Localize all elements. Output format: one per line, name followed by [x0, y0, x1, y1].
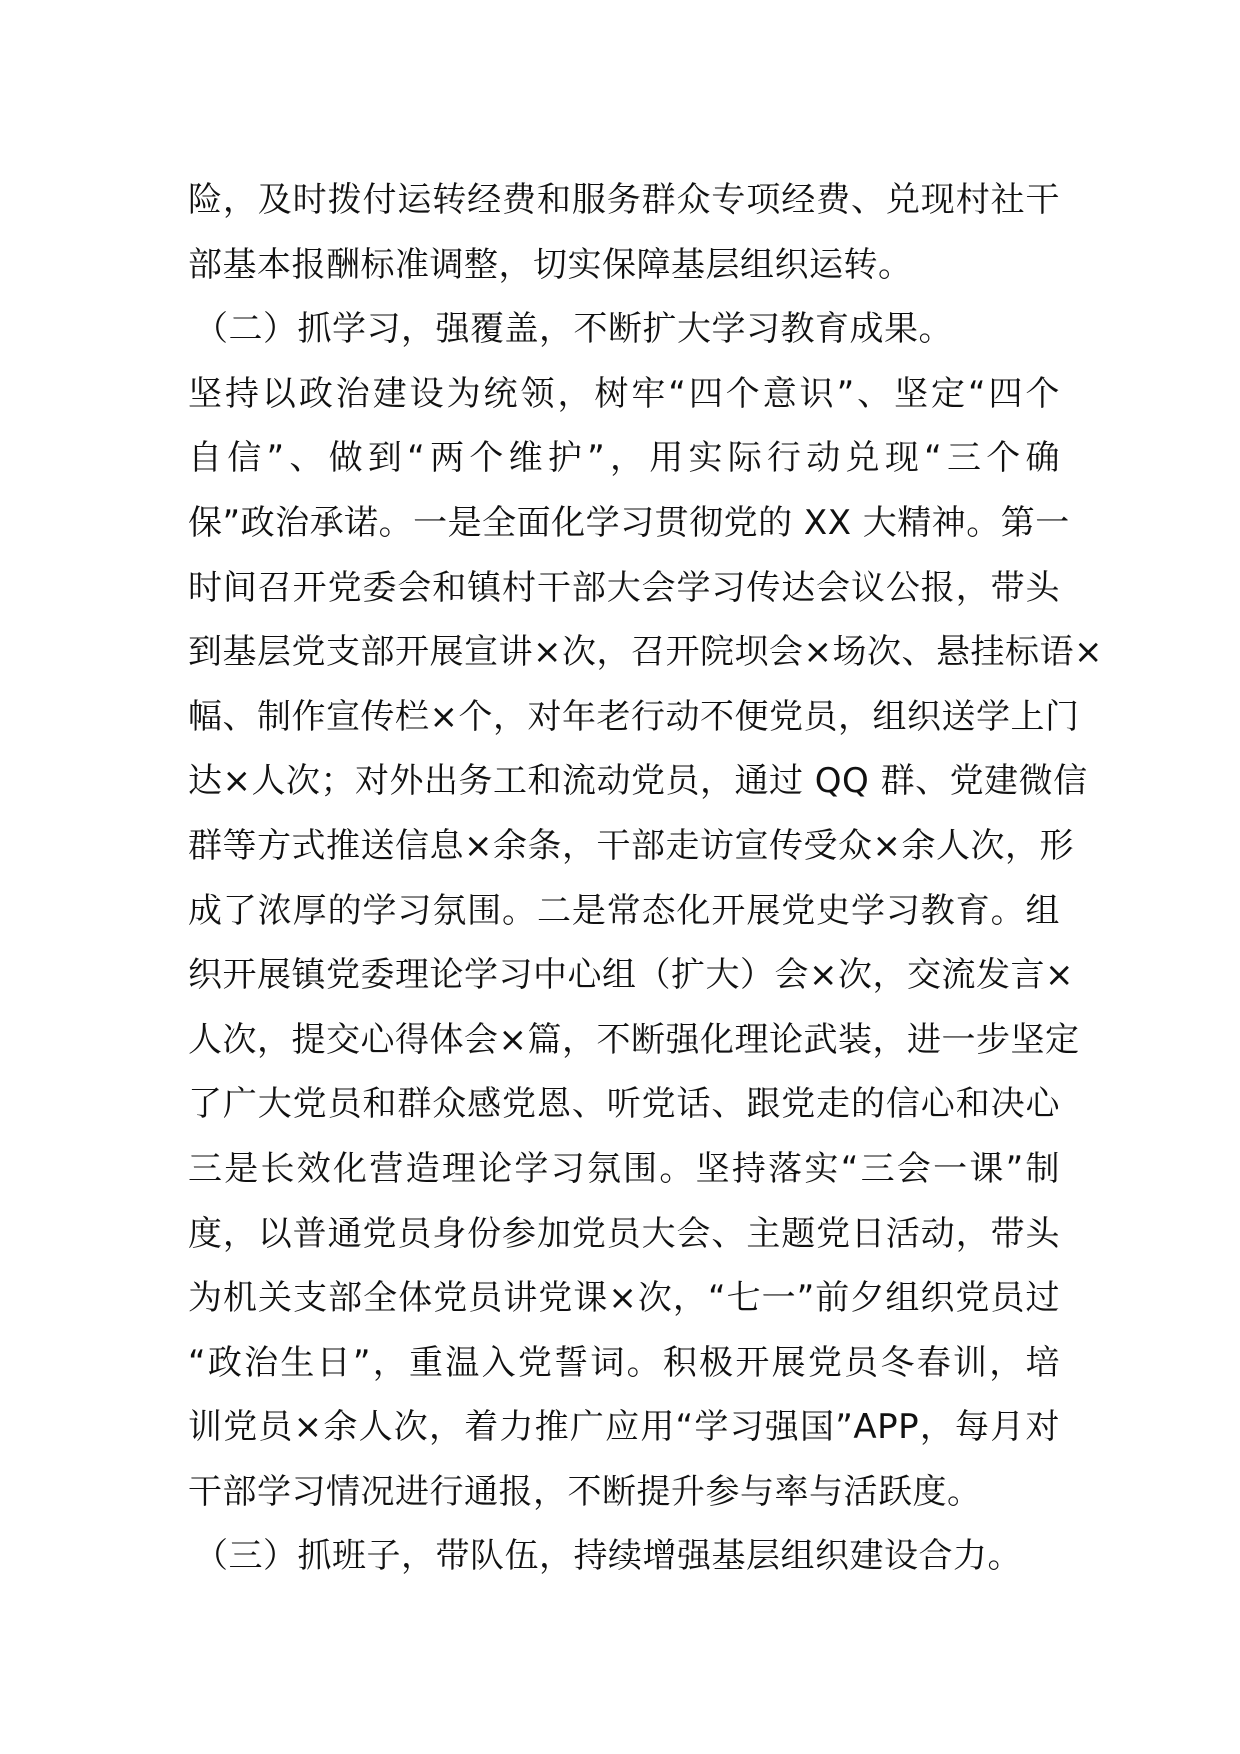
- paragraph-line-13: 织开展镇党委理论学习中心组（扩大）会×次，交流发言×: [188, 955, 1074, 996]
- paragraph-line-18: 为机关支部全体党员讲党课×次，“七一”前夕组织党员过: [188, 1278, 1060, 1319]
- paragraph-line-12: 成了浓厚的学习氛围。二是常态化开展党史学习教育。组: [188, 890, 1060, 931]
- paragraph-line-1: 险，及时拨付运转经费和服务群众专项经费、兑现村社干: [188, 180, 1060, 220]
- paragraph-line-8: 到基层党支部开展宣讲×次，召开院坝会×场次、悬挂标语×: [188, 632, 1103, 673]
- paragraph-line-20: 训党员×余人次，着力推广应用“学习强国”APP，每月对: [188, 1407, 1060, 1448]
- paragraph-line-7: 时间召开党委会和镇村干部大会学习传达会议公报，带头: [188, 567, 1060, 608]
- paragraph-line-2: 部基本报酬标准调整，切实保障基层组织运转。: [188, 244, 913, 285]
- paragraph-line-15: 了广大党员和群众感党恩、听党话、跟党走的信心和决心: [188, 1084, 1060, 1125]
- document-body: [188, 168, 1103, 1589]
- paragraph-line-11: 群等方式推送信息×余条，干部走访宣传受众×余人次，形: [188, 825, 1074, 866]
- paragraph-line-4: 坚持以政治建设为统领，树牢“四个意识”、坚定“四个: [188, 373, 1060, 414]
- paragraph-line-21: 干部学习情况进行通报，不断提升参与率与活跃度。: [188, 1471, 982, 1512]
- paragraph-line-10: 达×人次；对外出务工和流动党员，通过 QQ 群、党建微信: [188, 761, 1088, 802]
- paragraph-line-9: 幅、制作宣传栏×个，对年老行动不便党员，组织送学上门: [188, 696, 1080, 737]
- paragraph-line-14: 人次，提交心得体会×篇，不断强化理论武装，进一步坚定: [188, 1019, 1080, 1060]
- paragraph-line-19: “政治生日”，重温入党誓词。积极开展党员冬春训，培: [188, 1342, 1060, 1383]
- section-heading-3: （三）抓班子，带队伍，持续增强基层组织建设合力。: [194, 1536, 1022, 1577]
- paragraph-line-17: 度，以普通党员身份参加党员大会、主题党日活动，带头: [188, 1213, 1060, 1254]
- section-heading-2: （二）抓学习，强覆盖，不断扩大学习教育成果。: [194, 309, 953, 350]
- paragraph-line-6: 保”政治承诺。一是全面化学习贯彻党的 XX 大精神。第一: [188, 502, 1070, 543]
- paragraph-line-5: 自信”、做到“两个维护”，用实际行动兑现“三个确: [188, 438, 1060, 479]
- paragraph-line-16: 三是长效化营造理论学习氛围。坚持落实“三会一课”制: [188, 1148, 1060, 1189]
